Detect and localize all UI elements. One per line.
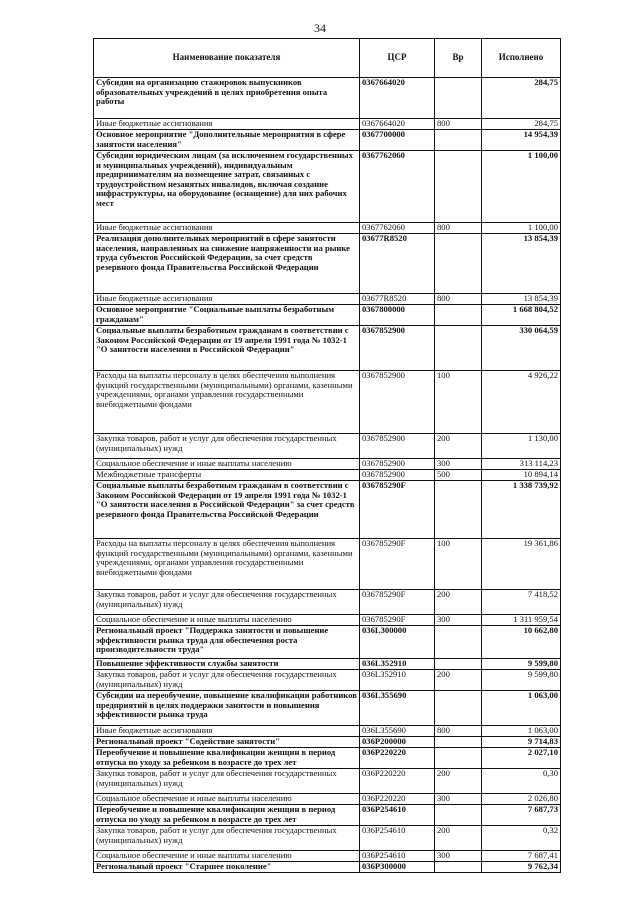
cell-csr: 036P200000: [360, 737, 435, 748]
cell-csr: 0367852900: [360, 470, 435, 481]
cell-executed: 1 063,00: [482, 726, 561, 737]
cell-vr: 200: [435, 434, 482, 459]
cell-indicator-name: Иные бюджетные ассигнования: [94, 294, 360, 305]
cell-indicator-name: Повышение эффективности службы занятости: [94, 659, 360, 670]
table-body: [94, 78, 561, 873]
table-row: [94, 769, 561, 794]
cell-indicator-name: Переобучение и повышение квалификации женщин в период отпуска по уходу за ребенком в возрасте до трех лет: [94, 748, 360, 769]
cell-csr: 036785290F: [360, 481, 435, 539]
cell-vr: 800: [435, 726, 482, 737]
cell-vr: 300: [435, 459, 482, 470]
cell-vr: 800: [435, 223, 482, 234]
cell-csr: 036L355690: [360, 726, 435, 737]
table-row: [94, 305, 561, 326]
cell-vr: [435, 748, 482, 769]
cell-vr: 800: [435, 294, 482, 305]
cell-executed: 1 100,00: [482, 151, 561, 223]
cell-vr: [435, 78, 482, 119]
cell-indicator-name: Субсидии юридическим лицам (за исключением государственных и муниципальных учреждений), индивидуальным предпринимателям на возмещение затрат, связанных с трудоустройством незанятых инвалидов, включая создание инфраструктуры, на оборудование (оснащение) для них рабочих мест: [94, 151, 360, 223]
table-row: [94, 626, 561, 659]
cell-csr: 0367664020: [360, 119, 435, 130]
cell-indicator-name: Субсидии на организацию стажировок выпускников образовательных учреждений в целях приобретения опыта работы: [94, 78, 360, 119]
cell-indicator-name: Субсидии на переобучение, повышение квалификации работников предприятий в целях поддержки занятости и повышения эффективности рынка труда: [94, 691, 360, 726]
cell-vr: [435, 130, 482, 151]
cell-executed: 1 063,00: [482, 691, 561, 726]
table-row: [94, 78, 561, 119]
cell-vr: 300: [435, 851, 482, 862]
cell-indicator-name: Реализация дополнительных мероприятий в сфере занятости населения, направленных на снижение напряженности на рынке труда субъектов Российской Федерации, за счет средств резервного фонда Правительства Российской Федерации: [94, 234, 360, 294]
cell-indicator-name: Основное мероприятие "Социальные выплаты безработным гражданам": [94, 305, 360, 326]
table-row: [94, 223, 561, 234]
cell-csr: 0367762060: [360, 151, 435, 223]
cell-vr: 300: [435, 615, 482, 626]
cell-vr: [435, 805, 482, 826]
table-row: [94, 726, 561, 737]
table-row: [94, 130, 561, 151]
cell-csr: 03677R8520: [360, 234, 435, 294]
cell-indicator-name: Социальное обеспечение и иные выплаты населению: [94, 851, 360, 862]
cell-vr: [435, 691, 482, 726]
cell-csr: 036P220220: [360, 748, 435, 769]
table-row: [94, 691, 561, 726]
cell-vr: 500: [435, 470, 482, 481]
cell-csr: 036785290F: [360, 590, 435, 615]
cell-indicator-name: Межбюджетные трансферты: [94, 470, 360, 481]
cell-executed: 0,32: [482, 826, 561, 851]
cell-vr: [435, 862, 482, 873]
cell-executed: 2 026,80: [482, 794, 561, 805]
cell-vr: 200: [435, 826, 482, 851]
cell-executed: 2 027,10: [482, 748, 561, 769]
cell-csr: 0367852900: [360, 371, 435, 434]
cell-indicator-name: Закупка товаров, работ и услуг для обеспечения государственных (муниципальных) нужд: [94, 769, 360, 794]
cell-executed: 19 361,86: [482, 539, 561, 590]
cell-executed: 1 130,00: [482, 434, 561, 459]
cell-indicator-name: Региональный проект "Старшее поколение": [94, 862, 360, 873]
table-header-row: [94, 39, 561, 78]
cell-csr: 0367800000: [360, 305, 435, 326]
cell-executed: 1 668 804,52: [482, 305, 561, 326]
cell-executed: 14 954,39: [482, 130, 561, 151]
cell-indicator-name: Социальное обеспечение и иные выплаты населению: [94, 615, 360, 626]
cell-vr: [435, 151, 482, 223]
table-row: [94, 794, 561, 805]
cell-vr: [435, 326, 482, 371]
budget-execution-table: [93, 38, 561, 873]
cell-vr: 100: [435, 371, 482, 434]
cell-vr: [435, 481, 482, 539]
cell-executed: 7 418,52: [482, 590, 561, 615]
table-row: [94, 481, 561, 539]
cell-executed: 4 926,22: [482, 371, 561, 434]
cell-vr: 800: [435, 119, 482, 130]
table-row: [94, 371, 561, 434]
cell-executed: 1 311 959,54: [482, 615, 561, 626]
cell-indicator-name: Социальное обеспечение и иные выплаты населению: [94, 459, 360, 470]
cell-indicator-name: Региональный проект "Поддержка занятости и повышение эффективности рынка труда для обеспечения роста производительности труда": [94, 626, 360, 659]
cell-executed: 13 854,39: [482, 234, 561, 294]
cell-csr: 0367852900: [360, 459, 435, 470]
cell-indicator-name: Переобучение и повышение квалификации женщин в период отпуска по уходу за ребенком в возрасте до трех лет: [94, 805, 360, 826]
cell-csr: 0367852900: [360, 434, 435, 459]
cell-csr: 0367852900: [360, 326, 435, 371]
cell-executed: 284,75: [482, 78, 561, 119]
cell-indicator-name: Социальные выплаты безработным гражданам в соответствии с Законом Российской Федерации от 19 апреля 1991 года № 1032-1 "О занятости населения в Российской Федерации" за счет средств резервного фонда Правительства Российской Федерации: [94, 481, 360, 539]
cell-vr: [435, 234, 482, 294]
cell-executed: 9 599,80: [482, 670, 561, 691]
table-row: [94, 539, 561, 590]
cell-executed: 10 662,80: [482, 626, 561, 659]
cell-executed: 1 338 739,92: [482, 481, 561, 539]
cell-executed: 330 064,59: [482, 326, 561, 371]
cell-executed: 9 762,34: [482, 862, 561, 873]
cell-executed: 0,30: [482, 769, 561, 794]
cell-indicator-name: Закупка товаров, работ и услуг для обеспечения государственных (муниципальных) нужд: [94, 434, 360, 459]
table-row: [94, 659, 561, 670]
cell-vr: [435, 659, 482, 670]
cell-indicator-name: Закупка товаров, работ и услуг для обеспечения государственных (муниципальных) нужд: [94, 826, 360, 851]
cell-indicator-name: Иные бюджетные ассигнования: [94, 726, 360, 737]
cell-executed: 9 599,80: [482, 659, 561, 670]
table-row: [94, 670, 561, 691]
table-row: [94, 234, 561, 294]
cell-csr: 036L300000: [360, 626, 435, 659]
cell-vr: [435, 626, 482, 659]
table-row: [94, 737, 561, 748]
cell-csr: 036P300000: [360, 862, 435, 873]
cell-csr: 036785290F: [360, 539, 435, 590]
cell-indicator-name: Социальные выплаты безработным гражданам в соответствии с Законом Российской Федерации от 19 апреля 1991 года № 1032-1 "О занятости населения в Российской Федерации": [94, 326, 360, 371]
table-row: [94, 862, 561, 873]
cell-csr: 036L355690: [360, 691, 435, 726]
cell-csr: 0367664020: [360, 78, 435, 119]
cell-indicator-name: Социальное обеспечение и иные выплаты населению: [94, 794, 360, 805]
table-row: [94, 434, 561, 459]
cell-csr: 036785290F: [360, 615, 435, 626]
header-executed: Исполнено: [482, 39, 561, 78]
table-row: [94, 826, 561, 851]
table-row: [94, 459, 561, 470]
cell-vr: 200: [435, 590, 482, 615]
cell-indicator-name: Расходы на выплаты персоналу в целях обеспечения выполнения функций государственными (муниципальными) органами, казенными учреждениями, органами управления государственными внебюджетными фондами: [94, 371, 360, 434]
table-row: [94, 294, 561, 305]
cell-csr: 036P220220: [360, 769, 435, 794]
header-vr: Вр: [435, 39, 482, 78]
cell-indicator-name: Закупка товаров, работ и услуг для обеспечения государственных (муниципальных) нужд: [94, 590, 360, 615]
table-row: [94, 119, 561, 130]
cell-csr: 0367762060: [360, 223, 435, 234]
table-row: [94, 326, 561, 371]
table-row: [94, 470, 561, 481]
cell-indicator-name: Основное мероприятие "Дополнительные мероприятия в сфере занятости населения": [94, 130, 360, 151]
cell-csr: 0367700000: [360, 130, 435, 151]
table-row: [94, 590, 561, 615]
cell-vr: 300: [435, 794, 482, 805]
cell-csr: 036P220220: [360, 794, 435, 805]
cell-indicator-name: Иные бюджетные ассигнования: [94, 223, 360, 234]
cell-csr: 036P254610: [360, 826, 435, 851]
cell-executed: 13 854,39: [482, 294, 561, 305]
cell-indicator-name: Расходы на выплаты персоналу в целях обеспечения выполнения функций государственными (муниципальными) органами, казенными учреждениями, органами управления государственными внебюджетными фондами: [94, 539, 360, 590]
table-row: [94, 805, 561, 826]
cell-vr: [435, 737, 482, 748]
cell-executed: 1 100,00: [482, 223, 561, 234]
cell-csr: 036P254610: [360, 805, 435, 826]
cell-executed: 9 714,83: [482, 737, 561, 748]
table-row: [94, 151, 561, 223]
cell-vr: 200: [435, 670, 482, 691]
cell-vr: [435, 305, 482, 326]
cell-csr: 036L352910: [360, 670, 435, 691]
cell-indicator-name: Иные бюджетные ассигнования: [94, 119, 360, 130]
cell-csr: 03677R8520: [360, 294, 435, 305]
table-row: [94, 615, 561, 626]
header-indicator-name: Наименование показателя: [94, 39, 360, 78]
cell-csr: 036P254610: [360, 851, 435, 862]
header-csr: ЦСР: [360, 39, 435, 78]
cell-executed: 7 687,41: [482, 851, 561, 862]
cell-indicator-name: Закупка товаров, работ и услуг для обеспечения государственных (муниципальных) нужд: [94, 670, 360, 691]
cell-csr: 036L352910: [360, 659, 435, 670]
cell-executed: 7 687,73: [482, 805, 561, 826]
cell-executed: 284,75: [482, 119, 561, 130]
cell-executed: 10 894,14: [482, 470, 561, 481]
table-row: [94, 748, 561, 769]
cell-vr: 200: [435, 769, 482, 794]
page-number: 34: [314, 21, 326, 35]
table-row: [94, 851, 561, 862]
cell-indicator-name: Региональный проект "Содействие занятости": [94, 737, 360, 748]
cell-executed: 313 114,23: [482, 459, 561, 470]
cell-vr: 100: [435, 539, 482, 590]
